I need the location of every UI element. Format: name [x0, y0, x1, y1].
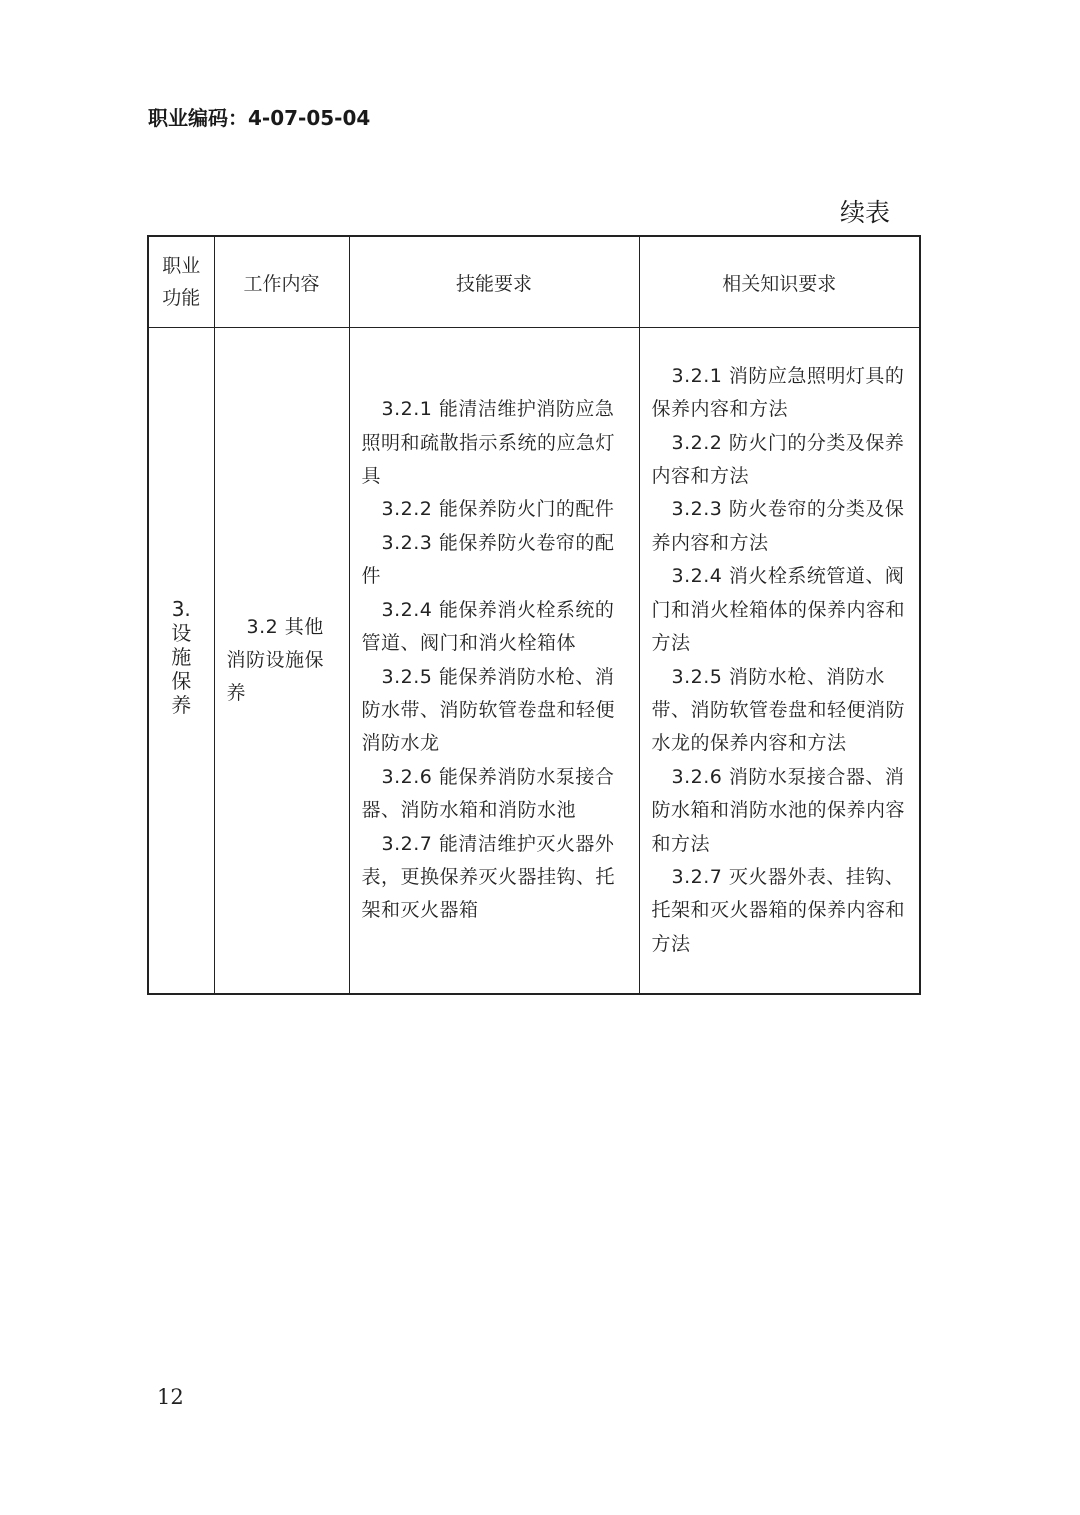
knowledge-item: 3.2.2 防火门的分类及保养内容和方法: [651, 431, 905, 488]
knowledge-item: 3.2.6 消防水泵接合器、消防水箱和消防水池的保养内容和方法: [651, 765, 906, 855]
occupation-code: 职业编码：4-07-05-04: [148, 106, 371, 130]
cell-skills: [349, 328, 639, 995]
page-number: 12: [157, 1385, 184, 1409]
continued-label: 续表: [839, 198, 890, 227]
skill-item: 3.2.7 能清洁维护灭火器外表，更换保养灭火器挂钩、托架和灭火器箱: [361, 832, 616, 922]
skill-item: 3.2.1 能清洁维护消防应急照明和疏散指示系统的应急灯具: [361, 398, 616, 488]
skill-item: 3.2.3 能保养防火卷帘的配件: [361, 531, 615, 588]
table-row: [148, 328, 920, 995]
knowledge-item: 3.2.1 消防应急照明灯具的保养内容和方法: [651, 364, 905, 421]
skill-item: 3.2.6 能保养消防水泵接合器、消防水箱和消防水池: [361, 765, 615, 822]
knowledge-item: 3.2.4 消火栓系统管道、阀门和消火栓箱体的保养内容和方法: [651, 565, 906, 655]
header-skills: 技能要求: [349, 236, 639, 328]
knowledge-item: 3.2.5 消防水枪、消防水带、消防软管卷盘和轻便消防水龙的保养内容和方法: [651, 665, 906, 755]
table-header-row: [148, 236, 920, 328]
skills-standard-table: [147, 235, 921, 995]
knowledge-item: 3.2.7 灭火器外表、挂钩、托架和灭火器箱的保养内容和方法: [651, 865, 906, 955]
cell-function: 3. 设施保养: [148, 328, 214, 995]
header-knowledge: 相关知识要求: [639, 236, 920, 328]
skill-item: 3.2.2 能保养防火门的配件: [381, 498, 615, 521]
cell-knowledge: [639, 328, 920, 995]
skill-item: 3.2.5 能保养消防水枪、消防水带、消防软管卷盘和轻便消防水龙: [361, 665, 616, 755]
header-work-content: 工作内容: [214, 236, 349, 328]
header-function: 职业 功能: [148, 236, 214, 328]
cell-work-content: 3.2 其他消防设施保养: [214, 328, 349, 995]
knowledge-item: 3.2.3 防火卷帘的分类及保养内容和方法: [651, 498, 905, 554]
skill-item: 3.2.4 能保养消火栓系统的管道、阀门和消火栓箱体: [361, 598, 615, 655]
